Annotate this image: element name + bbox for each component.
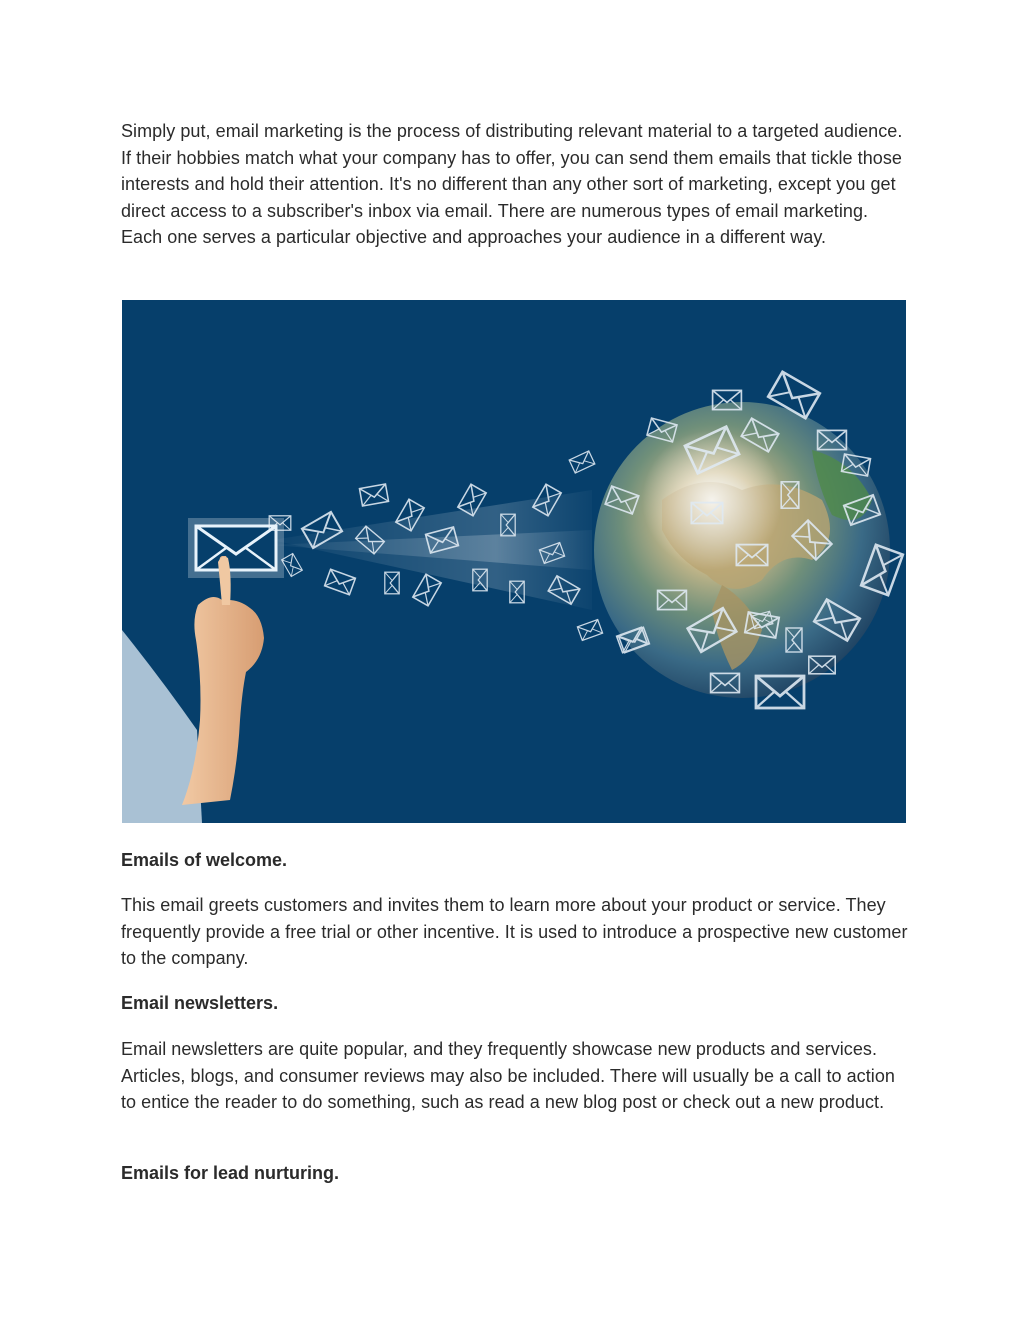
section-heading-newsletters: Email newsletters.	[121, 993, 279, 1013]
illustration-svg	[122, 300, 906, 823]
hand-pointing-icon	[122, 556, 264, 823]
section-body-welcome: This email greets customers and invites them to learn more about your product or service. They frequently provide a free trial or other incentive. It is used to introduce a prospective new customer to the company.	[121, 895, 908, 969]
section-heading-welcome: Emails of welcome.	[121, 850, 288, 870]
envelope-icon	[192, 522, 280, 574]
intro-paragraph: Simply put, email marketing is the process of distributing relevant material to a targeted audience. If their hobbies match what your company has to offer, you can send them emails that tickle those interests and hold their attention. It's no different than any other sort of marketing, except you get direct access to a subscriber's inbox via email. There are numerous types of email marketing. Each one serves a particular objective and approaches your audience in a different way.	[121, 121, 903, 248]
section-body-newsletters: Email newsletters are quite popular, and they frequently showcase new products and services. Articles, blogs, and consumer reviews may also be included. There will usually be a call to action to entice the reader to do something, such as read a new blog post or check out a new product.	[121, 1039, 895, 1113]
email-marketing-illustration	[122, 300, 906, 823]
section-heading-lead-nurturing: Emails for lead nurturing.	[121, 1163, 340, 1183]
